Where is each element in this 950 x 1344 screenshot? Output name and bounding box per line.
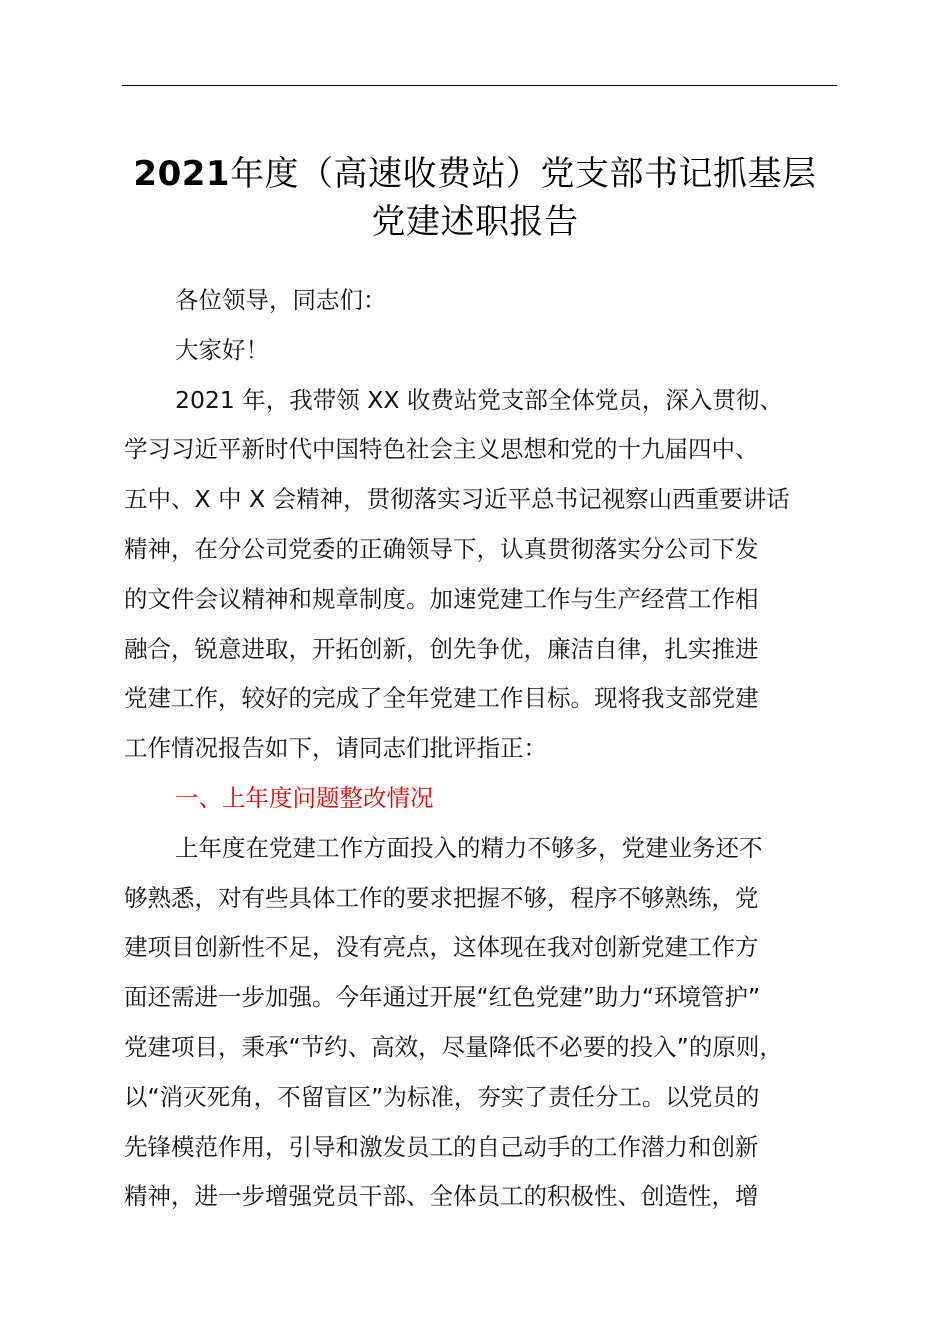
header-rule (122, 85, 837, 86)
paragraph-line: 建项目创新性不足，没有亮点，这体现在我对创新党建工作方 (124, 933, 759, 962)
paragraph-line: 够熟悉，对有些具体工作的要求把握不够，程序不够熟练，党 (124, 883, 759, 912)
paragraph-line: 2021 年，我带领 XX 收费站党支部全体党员，深入贯彻、 (175, 385, 783, 414)
paragraph-line: 融合，锐意进取，开拓创新，创先争优，廉洁自律，扎实推进 (124, 634, 759, 663)
greeting: 大家好！ (175, 335, 269, 364)
paragraph-line: 以“消灭死角，不留盲区”为标准，夯实了责任分工。以党员的 (124, 1082, 760, 1111)
paragraph-line: 面还需进一步加强。今年通过开展“红色党建”助力“环境管护” (124, 983, 761, 1012)
title-line-1 (100, 150, 850, 198)
paragraph-line: 精神，在分公司党委的正确领导下，认真贯彻落实分公司下发 (124, 534, 759, 563)
paragraph-line: 党建工作，较好的完成了全年党建工作目标。现将我支部党建 (124, 684, 759, 713)
title-line-1-text: 年度（高速收费站）党支部书记抓基层 (230, 154, 817, 194)
title-line-2: 党建述职报告 (371, 202, 579, 242)
paragraph-line: 工作情况报告如下，请同志们批评指正： (124, 734, 547, 763)
paragraph-line: 精神，进一步增强党员干部、全体员工的积极性、创造性，增 (124, 1182, 759, 1211)
paragraph-line: 的文件会议精神和规章制度。加速党建工作与生产经营工作相 (124, 584, 759, 613)
paragraph-line: 上年度在党建工作方面投入的精力不够多，党建业务还不 (175, 833, 763, 862)
section-heading: 一、上年度问题整改情况 (175, 783, 434, 812)
paragraph-line: 学习习近平新时代中国特色社会主义思想和党的十九届四中、 (124, 435, 759, 464)
paragraph-line: 党建项目，秉承“节约、高效，尽量降低不必要的投入”的原则， (124, 1032, 783, 1061)
paragraph-line: 五中、X 中 X 会精神，贯彻落实习近平总书记视察山西重要讲话 (124, 485, 790, 514)
title-year: 2021 (133, 154, 231, 194)
salutation: 各位领导，同志们： (175, 286, 387, 314)
document-title (100, 150, 850, 246)
paragraph-line: 先锋模范作用，引导和激发员工的自己动手的工作潜力和创新 (124, 1132, 759, 1161)
document-body (124, 276, 838, 1222)
